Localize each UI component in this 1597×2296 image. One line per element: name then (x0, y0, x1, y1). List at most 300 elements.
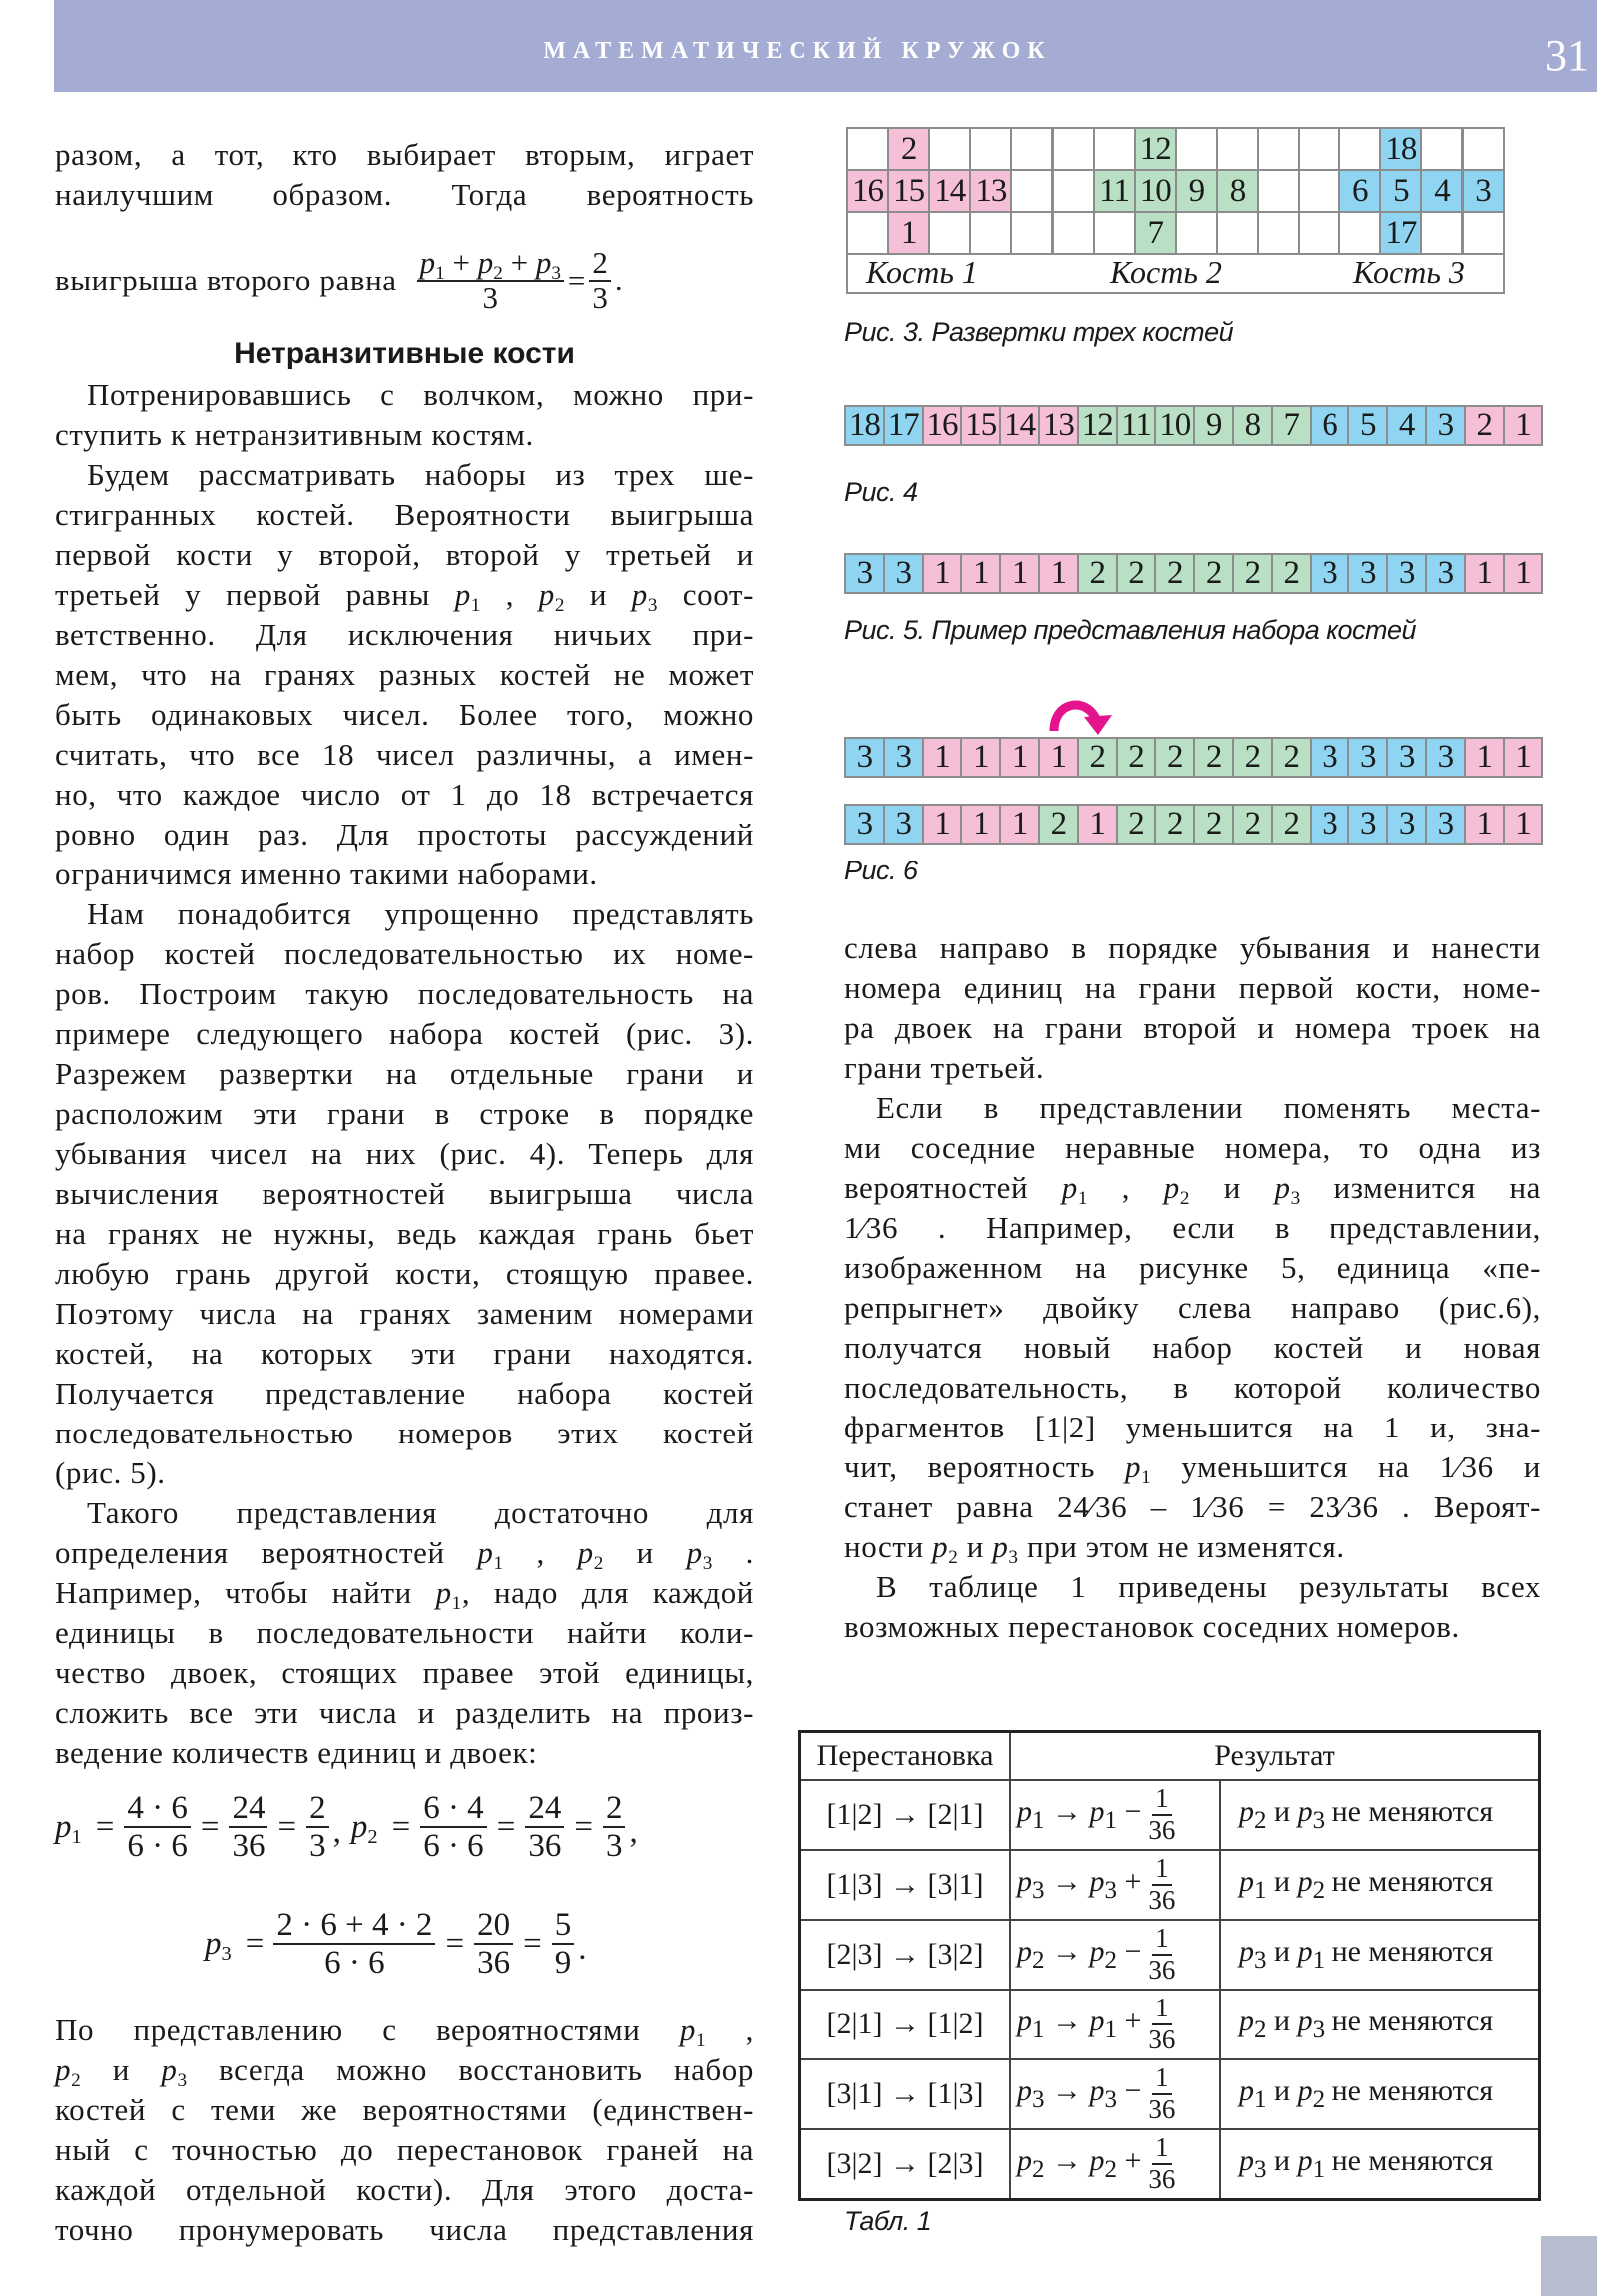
table-header-row (800, 1732, 1540, 1781)
die-face-cell: 9 (1175, 169, 1218, 213)
formula-separator: , (332, 1813, 341, 1850)
die-face-cell (1420, 127, 1463, 171)
unchanged-note-cell: $p_1$ и $p_2$ не меняются (1220, 1850, 1540, 1920)
die-face-cell: 2 (1154, 553, 1195, 594)
die-face-cell (1257, 127, 1300, 171)
die-face-cell: 1 (1503, 553, 1544, 594)
die-face-cell: 14 (999, 405, 1040, 446)
die-face-cell: 1 (887, 211, 930, 255)
fraction-denominator: 36 (477, 1945, 511, 1982)
fraction-numerator: 5 (552, 1907, 575, 1945)
die-face-cell: 1 (1503, 737, 1544, 778)
die-face-cell: 3 (883, 804, 924, 845)
table-row (800, 1850, 1540, 1920)
formula-p3 (205, 1907, 586, 1982)
text-line: но, что каждое число от 1 до 18 встречается (55, 777, 754, 812)
die-face-cell (1093, 127, 1136, 171)
die-face-cell: 2 (887, 127, 930, 171)
text-line: Разрежем развертки на отдельные грани и (55, 1056, 754, 1091)
text-line: определения вероятностей $p_1$ , $p_2$ и $p_3$ . (55, 1535, 755, 1574)
text-line: слева направо в порядке убывания и нанести (844, 930, 1541, 965)
die-face-cell: 5 (1379, 169, 1422, 213)
text-line: Будем рассматривать наборы из трех ше- (87, 457, 754, 492)
unchanged-note-cell: $p_2$ и $p_3$ не меняются (1220, 1780, 1540, 1850)
period: . (614, 263, 623, 298)
fraction-numerator: 1 (1152, 1854, 1172, 1886)
text-line: вычисления вероятностей выигрыша числа (55, 1176, 754, 1211)
die-face-cell (1010, 169, 1053, 213)
die-face-cell: 14 (928, 169, 971, 213)
text-line: фрагментов [1|2] уменьшится на 1 и, зна- (844, 1410, 1541, 1444)
fraction-denominator: 36 (1148, 1885, 1176, 1915)
die-face-cell: 3 (844, 737, 885, 778)
die-face-cell (1257, 169, 1300, 213)
equals-sign: = (391, 1808, 411, 1845)
die-label: Кость 3 (1353, 254, 1465, 289)
die-face-cell: 4 (1386, 405, 1427, 446)
text-line: ра двоек на грани второй и номера троек на (844, 1010, 1541, 1045)
fraction (603, 1790, 626, 1865)
die-face-cell: 3 (1386, 553, 1427, 594)
unchanged-note-cell: $p_3$ и $p_1$ не меняются (1220, 2129, 1540, 2200)
table-row (800, 2129, 1540, 2200)
fraction (229, 1790, 267, 1865)
die-face-cell: 9 (1193, 405, 1234, 446)
text-line: В таблице 1 приведены результаты всех (876, 1569, 1541, 1604)
equals-sign: = (567, 263, 586, 298)
die-face-cell: 2 (1116, 804, 1157, 845)
figure-5-caption: Рис. 5. Пример представления набора костей (844, 615, 1417, 645)
unchanged-note-cell: $p_3$ и $p_1$ не меняются (1220, 1920, 1540, 1990)
table-1-permutations (798, 1730, 1541, 2201)
die-face-cell: 15 (887, 169, 930, 213)
text-line: возможных перестановок соседних номеров. (844, 1609, 1460, 1644)
column-header-permutation: Перестановка (800, 1732, 1011, 1781)
fraction-denominator: 6 · 6 (127, 1828, 188, 1865)
fraction-numerator: 2 · 6 + 4 · 2 (273, 1907, 435, 1945)
text-line: третьей у первой равны $p_1$ , $p_2$ и $p_3$ соот- (55, 577, 755, 616)
die-face-cell: 10 (1154, 405, 1195, 446)
text-line: Если в представлении поменять места- (876, 1090, 1541, 1125)
fraction-denominator: 36 (232, 1828, 266, 1865)
die-face-cell: 8 (1232, 405, 1273, 446)
die-face-cell: 3 (1310, 553, 1350, 594)
formula-separator: , (629, 1813, 638, 1850)
text-line: ступить к нетранзитивным костям. (55, 417, 534, 452)
die-face-cell: 2 (1038, 804, 1079, 845)
text-line: ров. Построим такую последовательность на (55, 976, 754, 1011)
fraction (552, 1907, 575, 1982)
text-line: костей с теми же вероятностями (единствен- (55, 2092, 754, 2127)
text-line: ный с точностью до перестановок граней на (55, 2132, 754, 2167)
fraction-numerator: 1 (1152, 1994, 1172, 2025)
fraction-numerator: 2 (603, 1790, 626, 1828)
die-face-cell: 3 (883, 737, 924, 778)
text-line: По представлению с вероятностями $p_1$ , (55, 2012, 755, 2051)
die-face-cell: 2 (1193, 804, 1234, 845)
text-line: на гранях не нужны, ведь каждая грань бьет (55, 1216, 754, 1251)
text-line: номера единиц на грани первой кости, номе- (844, 970, 1541, 1005)
fraction (306, 1790, 329, 1865)
equals-sign: = (496, 1808, 516, 1845)
text-line: Потренировавшись с волчком, можно при- (87, 377, 754, 412)
text-line: набор костей последовательностью их номе- (55, 936, 754, 971)
equals-sign: = (277, 1808, 297, 1845)
die-face-cell: 2 (1232, 804, 1273, 845)
jump-arrow-icon (1046, 695, 1118, 739)
die-face-cell: 1 (999, 804, 1040, 845)
text-line: получатся новый набор костей и новая (844, 1330, 1541, 1365)
change-cell (1010, 1850, 1220, 1920)
equals-sign: = (95, 1808, 115, 1845)
die-label: Кость 1 (866, 254, 978, 289)
die-face-cell: 3 (844, 804, 885, 845)
equals-sign: = (245, 1925, 265, 1962)
change-expression: $p_2 \to p_2$ + (1017, 2144, 1142, 2183)
die-face-cell (1216, 127, 1259, 171)
die-face-cell: 13 (1038, 405, 1079, 446)
formula-lhs: $p_2$ (350, 1808, 378, 1848)
figure-4-caption: Рис. 4 (844, 477, 918, 507)
die-face-cell: 1 (999, 737, 1040, 778)
fraction (420, 1790, 487, 1865)
die-face-cell: 16 (846, 169, 889, 213)
fraction (273, 1907, 435, 1982)
formula-p1 (55, 1790, 341, 1865)
die-face-cell: 2 (1154, 737, 1195, 778)
die-face-cell (1298, 169, 1340, 213)
die-face-cell: 6 (1338, 169, 1381, 213)
text-line: единицы в последовательности найти коли- (55, 1615, 754, 1650)
die-face-cell: 13 (969, 169, 1012, 213)
die-face-cell: 3 (1386, 737, 1427, 778)
die-face-cell (969, 127, 1012, 171)
die-face-cell: 3 (1347, 737, 1388, 778)
change-cell (1010, 2059, 1220, 2129)
die-face-cell: 7 (1271, 405, 1312, 446)
text-line: ми соседние неравные номера, то одна из (844, 1130, 1541, 1165)
text-line: вероятностей $p_1$ , $p_2$ и $p_3$ изменится на (844, 1170, 1541, 1209)
die-face-cell: 2 (1116, 737, 1157, 778)
die-face-cell: 1 (999, 553, 1040, 594)
figure-6-caption: Рис. 6 (844, 856, 918, 885)
page-header-band (54, 0, 1597, 92)
change-expression: $p_2 \to p_2$ − (1017, 1935, 1142, 1974)
fraction-numerator: $p_1 + p_2 + p_3$ (417, 246, 564, 282)
die-face-cell (1175, 211, 1218, 255)
die-face-cell: 10 (1134, 169, 1177, 213)
text-line: сложить все эти числа и разделить на произ- (55, 1695, 754, 1730)
text-line: первой кости у второй, второй у третьей и (55, 537, 754, 572)
die-face-cell: 3 (1462, 169, 1505, 213)
equals-sign: = (445, 1925, 465, 1962)
fraction (1145, 1784, 1178, 1845)
fraction-numerator: 2 (589, 246, 611, 282)
formula-p1-p2 (55, 1790, 638, 1865)
permutation-cell: [1|2] → [2|1] (800, 1780, 1011, 1850)
die-face-cell: 7 (1134, 211, 1177, 255)
text-line: ведение количеств единиц и двоек: (55, 1735, 538, 1770)
formula-p3-expr (205, 1907, 586, 1982)
die-face-cell: 1 (922, 737, 963, 778)
die-face-cell: 1 (1503, 405, 1544, 446)
die-face-cell: 12 (1134, 127, 1177, 171)
die-face-cell (1216, 211, 1259, 255)
fraction-denominator: 36 (1148, 1815, 1176, 1845)
fraction-numerator: 1 (1152, 1924, 1172, 1956)
die-face-cell: 1 (922, 804, 963, 845)
text-line: каждой отдельной кости). Для этого доста- (55, 2172, 754, 2207)
die-face-cell: 3 (1310, 737, 1350, 778)
die-face-cell: 2 (1464, 405, 1505, 446)
die-face-cell (1052, 127, 1095, 171)
text-line: примере следующего набора костей (рис. 3). (55, 1016, 754, 1051)
die-face-cell (1338, 211, 1381, 255)
fraction (124, 1790, 191, 1865)
text-line: Получается представление набора костей (55, 1376, 754, 1411)
die-face-cell: 15 (960, 405, 1001, 446)
permutation-cell: [2|3] → [3|2] (800, 1920, 1011, 1990)
equals-sign: = (523, 1925, 542, 1962)
change-expression: $p_3 \to p_3$ − (1017, 2074, 1142, 2113)
die-face-cell: 5 (1347, 405, 1388, 446)
section-heading: Нетранзитивные кости (234, 337, 575, 370)
formula-p2 (351, 1790, 638, 1865)
text-line: стигранных костей. Вероятности выигрыша (55, 497, 754, 532)
fraction-numerator: 2 (306, 1790, 329, 1828)
die-face-cell: 2 (1077, 737, 1118, 778)
text-line: Например, чтобы найти $p_1$, надо для каждой (55, 1575, 754, 1614)
fraction-denominator: 36 (1148, 2024, 1176, 2054)
die-face-cell: 18 (844, 405, 885, 446)
die-face-cell (1462, 127, 1505, 171)
fraction (525, 1790, 564, 1865)
fraction-denominator: 3 (482, 281, 499, 316)
text-line: быть одинаковых чисел. Более того, можно (55, 697, 754, 732)
die-face-cell (1052, 211, 1095, 255)
table-row (800, 1780, 1540, 1850)
die-face-cell: 2 (1271, 553, 1312, 594)
page-corner-tab (1541, 2236, 1597, 2296)
intro-formula-prefix: выигрыша второго равна (55, 263, 397, 298)
fraction-numerator: 1 (1152, 1784, 1172, 1816)
die-face-cell: 1 (960, 737, 1001, 778)
text-line: точно пронумеровать числа представления (55, 2212, 754, 2247)
die-face-cell: 11 (1093, 169, 1136, 213)
die-face-cell: 1 (922, 553, 963, 594)
die-face-cell: 1 (1464, 737, 1505, 778)
text-line: ности $p_2$ и $p_3$ при этом не изменятся. (844, 1529, 1345, 1568)
fraction (417, 246, 564, 315)
fraction-denominator: 36 (1148, 1955, 1176, 1985)
change-cell (1010, 1920, 1220, 1990)
die-face-cell: 17 (1379, 211, 1422, 255)
die-face-cell (846, 211, 889, 255)
die-face-cell: 3 (1347, 553, 1388, 594)
die-face-cell (1338, 127, 1381, 171)
table-row (800, 1920, 1540, 1990)
formula-lhs: $p_3$ (205, 1925, 232, 1965)
die-face-cell (969, 211, 1012, 255)
die-face-cell (928, 211, 971, 255)
fraction-numerator: 1 (1152, 2063, 1172, 2095)
die-face-cell: 3 (1425, 804, 1466, 845)
fraction-denominator: 36 (528, 1828, 562, 1865)
page-number: 31 (1545, 31, 1589, 80)
die-face-cell (1093, 211, 1136, 255)
text-line: чит, вероятность $p_1$ уменьшится на 1⁄36 и (844, 1449, 1541, 1488)
text-line: чество двоек, стоящих правее этой единицы, (55, 1655, 754, 1690)
fraction-numerator: 24 (229, 1790, 267, 1828)
die-face-cell: 2 (1271, 737, 1312, 778)
text-line: наилучшим образом. Тогда вероятность (55, 177, 754, 212)
change-expression: $p_1 \to p_1$ + (1017, 2005, 1142, 2043)
text-line: ограничимся именно такими наборами. (55, 857, 598, 891)
die-face-cell: 2 (1077, 553, 1118, 594)
die-face-cell: 3 (1425, 405, 1466, 446)
text-line: изображенном на рисунке 5, единица «пе- (844, 1250, 1541, 1285)
die-face-cell (1175, 127, 1218, 171)
change-expression: $p_1 \to p_1$ − (1017, 1795, 1142, 1834)
fraction (1145, 2133, 1178, 2194)
die-face-cell: 1 (1503, 804, 1544, 845)
change-cell (1010, 1990, 1220, 2059)
figure-3-caption: Рис. 3. Развертки трех костей (844, 317, 1234, 347)
table-1-caption: Табл. 1 (844, 2206, 932, 2236)
die-face-cell: 16 (922, 405, 963, 446)
die-face-cell: 3 (1310, 804, 1350, 845)
equals-sign: = (200, 1808, 220, 1845)
text-line: Нам понадобится упрощенно представлять (87, 896, 754, 931)
die-face-cell (1257, 211, 1300, 255)
text-line: мем, что на гранях разных костей не может (55, 657, 754, 692)
table-row (800, 1990, 1540, 2059)
fraction-numerator: 1 (1152, 2133, 1172, 2165)
die-face-cell (1010, 211, 1053, 255)
change-cell (1010, 2129, 1220, 2200)
die-face-cell: 3 (1425, 737, 1466, 778)
die-face-cell (1010, 127, 1053, 171)
die-face-cell: 1 (1038, 737, 1079, 778)
permutation-cell: [2|1] → [1|2] (800, 1990, 1011, 2059)
section-title: МАТЕМАТИЧЕСКИЙ КРУЖОК (543, 38, 1052, 64)
formula-lhs: $p_1$ (55, 1808, 82, 1848)
text-line: $p_2$ и $p_3$ всегда можно восстановить набор (55, 2052, 755, 2091)
fraction-numerator: 6 · 4 (420, 1790, 487, 1828)
die-face-cell: 1 (960, 553, 1001, 594)
die-face-cell: 8 (1216, 169, 1259, 213)
die-face-cell: 2 (1154, 804, 1195, 845)
fraction-denominator: 36 (1148, 2164, 1176, 2194)
die-face-cell: 1 (960, 804, 1001, 845)
text-line: последовательностью номеров этих костей (55, 1416, 754, 1450)
fraction-denominator: 36 (1148, 2094, 1176, 2124)
die-face-cell: 12 (1077, 405, 1118, 446)
fraction-numerator: 4 · 6 (124, 1790, 191, 1828)
text-line: убывания чисел на них (рис. 4). Теперь для (55, 1136, 754, 1171)
die-face-cell: 11 (1116, 405, 1157, 446)
die-face-cell (1298, 211, 1340, 255)
text-line: расположим эти грани в строке в порядке (55, 1096, 754, 1131)
fraction-denominator: 6 · 6 (423, 1828, 484, 1865)
die-face-cell: 3 (1425, 553, 1466, 594)
die-face-cell (846, 127, 889, 171)
die-face-cell (928, 127, 971, 171)
text-line: последовательность, в которой количество (844, 1370, 1541, 1405)
die-face-cell: 3 (1386, 804, 1427, 845)
table-row (800, 2059, 1540, 2129)
text-line: разом, а тот, кто выбирает вторым, играет (55, 137, 754, 172)
die-face-cell (1462, 211, 1505, 255)
fraction-numerator: 24 (525, 1790, 564, 1828)
fraction (589, 246, 611, 315)
fraction (1145, 1924, 1178, 1985)
die-face-cell: 2 (1116, 553, 1157, 594)
permutation-cell: [3|2] → [2|3] (800, 2129, 1011, 2200)
die-label: Кость 2 (1110, 254, 1222, 289)
fraction-denominator: 3 (592, 281, 608, 316)
change-expression: $p_3 \to p_3$ + (1017, 1865, 1142, 1904)
fraction (1145, 1854, 1178, 1915)
die-face-cell: 1 (1038, 553, 1079, 594)
die-face-cell: 6 (1310, 405, 1350, 446)
fraction-denominator: 3 (605, 1828, 623, 1865)
die-face-cell (1298, 127, 1340, 171)
die-face-cell: 1 (1464, 804, 1505, 845)
fraction (474, 1907, 513, 1982)
permutation-cell: [3|1] → [1|3] (800, 2059, 1011, 2129)
fraction-numerator: 20 (474, 1907, 513, 1945)
text-line: станет равна 24⁄36 – 1⁄36 = 23⁄36 . Вероят- (844, 1489, 1541, 1524)
text-line: считать, что все 18 чисел различны, а имен- (55, 737, 754, 772)
text-line: ровно один раз. Для простоты рассуждений (55, 817, 754, 852)
text-line: 1⁄36 . Например, если в представлении, (844, 1210, 1541, 1245)
fraction (1145, 1994, 1178, 2054)
die-face-cell (1052, 169, 1095, 213)
die-face-cell: 1 (1077, 804, 1118, 845)
change-cell (1010, 1780, 1220, 1850)
unchanged-note-cell: $p_2$ и $p_3$ не меняются (1220, 1990, 1540, 2059)
fraction (1145, 2063, 1178, 2124)
fraction-denominator: 3 (309, 1828, 326, 1865)
formula-separator: . (578, 1930, 587, 1967)
die-face-cell: 2 (1193, 553, 1234, 594)
text-line: Такого представления достаточно для (87, 1495, 754, 1530)
text-line: ветственно. Для исключения ничьих при- (55, 617, 754, 652)
fraction-denominator: 6 · 6 (324, 1945, 385, 1982)
die-face-cell: 2 (1232, 553, 1273, 594)
die-face-cell: 3 (1347, 804, 1388, 845)
permutation-cell: [1|3] → [3|1] (800, 1850, 1011, 1920)
die-face-cell: 2 (1193, 737, 1234, 778)
die-face-cell: 3 (883, 553, 924, 594)
die-face-cell: 4 (1420, 169, 1463, 213)
text-line: репрыгнет» двойку слева направо (рис.6), (844, 1290, 1541, 1325)
die-face-cell: 3 (844, 553, 885, 594)
die-face-cell: 1 (1464, 553, 1505, 594)
equals-sign: = (574, 1808, 593, 1845)
text-line: Поэтому числа на гранях заменим номерами (55, 1296, 754, 1331)
die-face-cell (1420, 211, 1463, 255)
text-line: (рис. 5). (55, 1455, 166, 1490)
intro-formula-line (55, 246, 623, 315)
text-line: костей, на которых эти грани находятся. (55, 1336, 754, 1371)
unchanged-note-cell: $p_1$ и $p_2$ не меняются (1220, 2059, 1540, 2129)
text-line: грани третьей. (844, 1050, 1045, 1085)
fraction-denominator: 9 (554, 1945, 572, 1982)
die-face-cell: 2 (1232, 737, 1273, 778)
column-header-result: Результат (1010, 1732, 1540, 1781)
